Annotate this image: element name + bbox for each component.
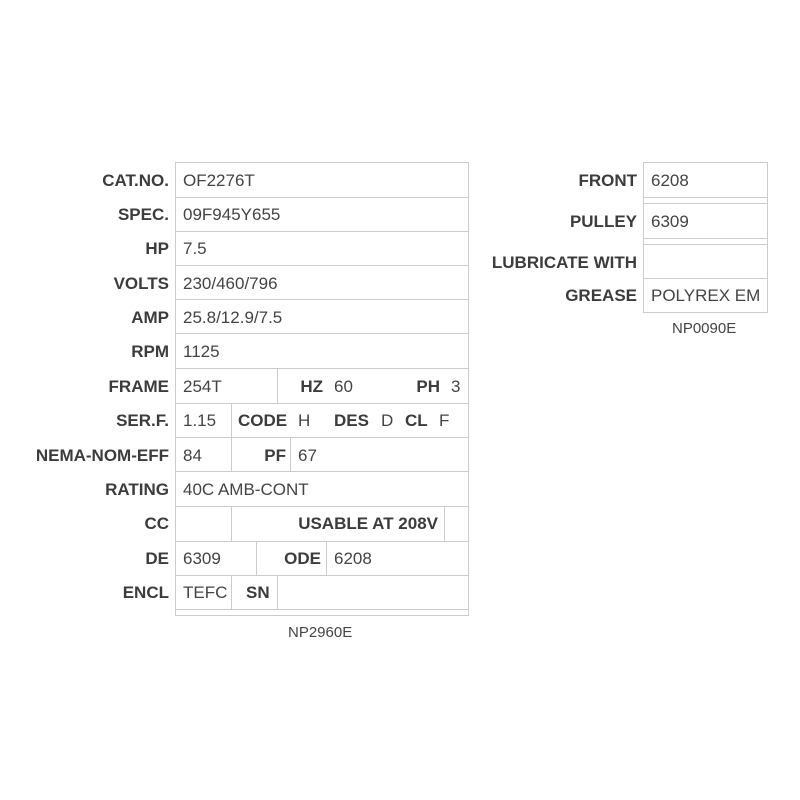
row-divider [175, 575, 469, 576]
grease-label: GREASE [565, 286, 637, 305]
des-value: D [381, 411, 394, 430]
encl-label: ENCL [122, 583, 169, 602]
row-divider [643, 312, 768, 313]
cell-divider [256, 541, 257, 575]
front-label: FRONT [578, 171, 637, 190]
cell-divider [231, 506, 232, 541]
hz-label: HZ [300, 377, 323, 396]
pulley-value: 6309 [651, 212, 689, 231]
row-divider [643, 244, 768, 245]
ser-f-label: SER.F. [116, 411, 169, 430]
cat-no-label: CAT.NO. [102, 171, 169, 190]
rating-label: RATING [105, 480, 169, 499]
rating-value: 40C AMB-CONT [183, 480, 309, 499]
cell-divider [290, 437, 291, 471]
row-divider [175, 231, 469, 232]
row-divider [643, 238, 768, 239]
cell-divider [277, 575, 278, 609]
row-divider [175, 615, 469, 616]
pf-value: 67 [298, 446, 317, 465]
cell-divider [444, 506, 445, 541]
hz-value: 60 [334, 377, 353, 396]
row-divider [175, 265, 469, 266]
ser-f-value: 1.15 [183, 411, 217, 430]
front-value: 6208 [651, 171, 689, 190]
nema-nom-eff-label: NEMA-NOM-EFF [35, 446, 169, 465]
lubricate-with-label: LUBRICATE WITH [491, 253, 637, 272]
rpm-label: RPM [131, 342, 169, 361]
de-label: DE [145, 549, 169, 568]
row-divider [175, 506, 469, 507]
amp-value: 25.8/12.9/7.5 [183, 308, 283, 327]
hp-label: HP [145, 239, 169, 258]
frame-value: 254T [183, 377, 222, 396]
cell-divider [231, 575, 232, 609]
rpm-value: 1125 [183, 342, 220, 361]
cat-no-value: OF2276T [183, 171, 255, 190]
row-divider [643, 197, 768, 198]
right-footer-code: NP0090E [672, 320, 737, 337]
row-divider [175, 299, 469, 300]
encl-value: TEFC [183, 583, 228, 602]
frame-label: FRAME [108, 377, 169, 396]
ode-value: 6208 [334, 549, 372, 568]
row-divider [175, 609, 469, 610]
cl-label: CL [405, 411, 428, 430]
cell-divider [326, 541, 327, 575]
pulley-label: PULLEY [569, 212, 637, 231]
ph-value: 3 [451, 377, 461, 396]
row-divider [175, 162, 469, 163]
code-value: H [298, 411, 311, 430]
row-divider [643, 203, 768, 204]
cl-value: F [439, 411, 450, 430]
cell-divider [231, 437, 232, 471]
row-divider [175, 333, 469, 334]
volts-label: VOLTS [113, 274, 169, 293]
row-divider [175, 197, 469, 198]
row-divider [643, 162, 768, 163]
cell-divider [277, 369, 278, 403]
sn-label: SN [246, 583, 270, 602]
ode-label: ODE [284, 549, 321, 568]
des-label: DES [334, 411, 369, 430]
grease-value: POLYREX EM [651, 286, 761, 305]
row-divider [175, 403, 469, 404]
row-divider [175, 368, 469, 369]
spec-label: SPEC. [117, 205, 169, 224]
row-divider [175, 437, 469, 438]
row-divider [643, 278, 768, 279]
ph-label: PH [416, 377, 440, 396]
cell-divider [231, 403, 232, 437]
spec-value: 09F945Y655 [183, 205, 281, 224]
hp-value: 7.5 [183, 239, 207, 258]
row-divider [175, 541, 469, 542]
amp-label: AMP [131, 308, 169, 327]
cc-label: CC [144, 514, 169, 533]
usable-note: USABLE AT 208V [298, 514, 438, 533]
nema-nom-eff-value: 84 [183, 446, 202, 465]
row-divider [175, 471, 469, 472]
left-footer-code: NP2960E [288, 624, 353, 641]
de-value: 6309 [183, 549, 221, 568]
volts-value: 230/460/796 [183, 274, 278, 293]
code-label: CODE [238, 411, 288, 430]
pf-label: PF [264, 446, 286, 465]
